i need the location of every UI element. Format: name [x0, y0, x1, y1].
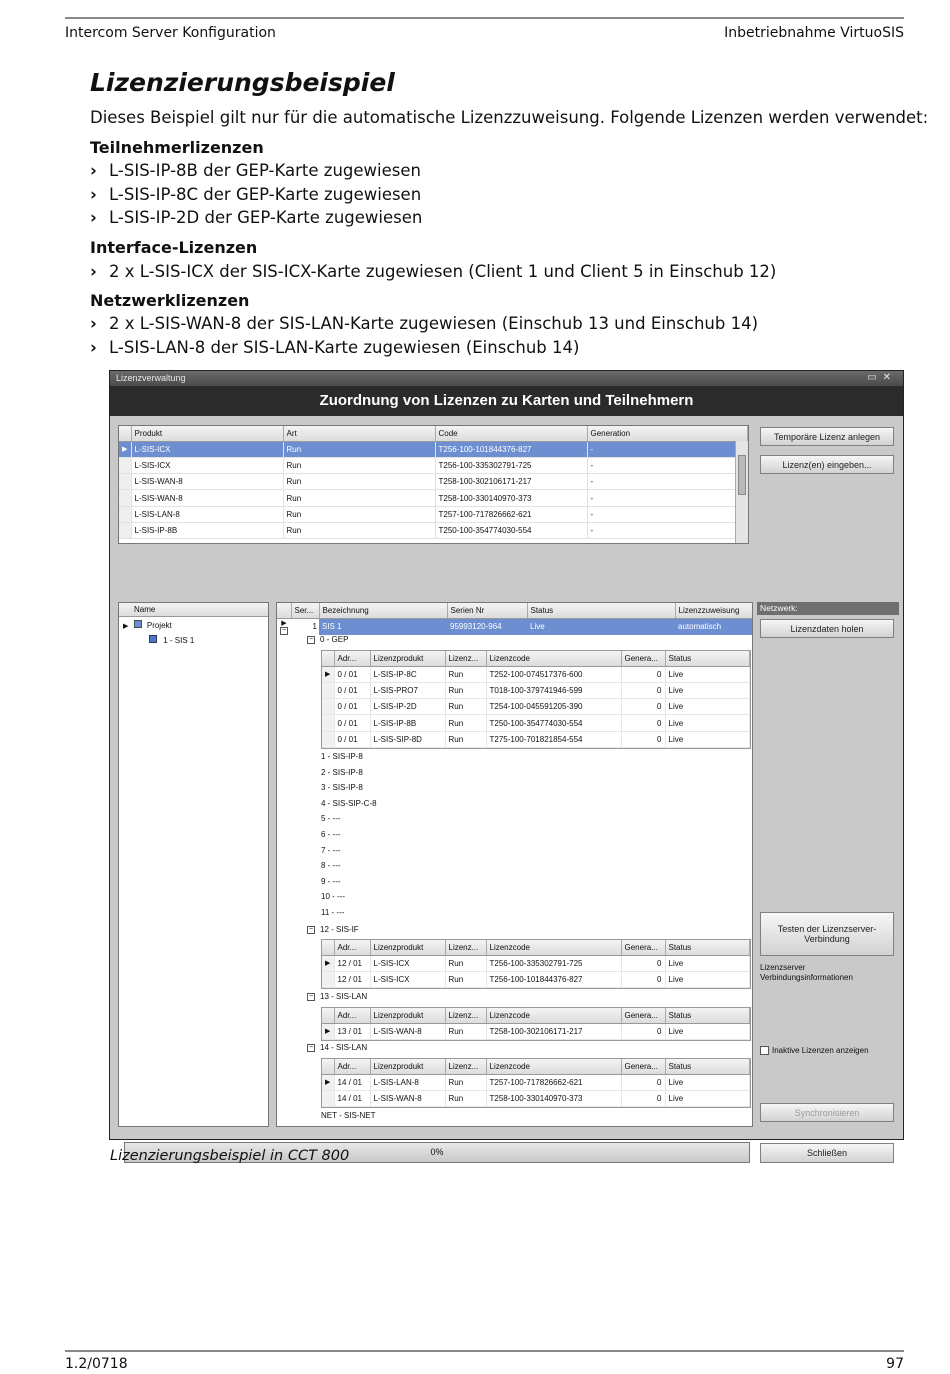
section-heading: Netzwerklizenzen	[90, 291, 250, 310]
table-row[interactable]: ▶ 13 / 01 L-SIS-WAN-8 Run T258-100-302106171-217 0 Live	[322, 1023, 750, 1039]
license-row[interactable]: L-SIS-ICX Run T256-100-335302791-725 -	[119, 457, 748, 473]
hardware-grid[interactable]: Ser... Bezeichnung Serien Nr Status Lizenzzuweisung ▶ − 1 SIS 1 95993120-964 Live automatisch − 0 - GEP Adr... Lizenzprodukt Lizenz... Lizenzcode Genera... Status ▶ 0 / 01 L-SIS-IP-8C Run T252-100-074517376-600 0 Live 0 / 01 L-SIS-PRO7 Run T018-100-379741946-599 0 Live 0 / 01 L-SIS-IP-2D Run T254-100-045591205-390 0 Live 0 / 01 L-SIS-IP-8B Run T250-100-354774030-554 0 Live 0 / 01 L-SIS-SIP-8D Run T275-100-701821854-554 0 Live 1 - SIS-IP-8 2 - SIS-IP-8 3 - SIS-IP-8 4 - SIS-SIP-C-8 5 - --- 6 - --- 7 - --- 8 - --- 9 - --- 10 - --- 11 - --- − 12 - SIS-IF Adr... Lizenzprodukt Lizenz... Lizenzcode Genera... Status ▶ 12 / 01 L-SIS-ICX Run T256-100-335302791-725 0 Live 12 / 01 L-SIS-ICX Run T256-100-101844376-827 0 Live − 13 - SIS-LAN Adr... Lizenzprodukt Lizenz... Lizenzcode Genera... Status ▶ 13 / 01 L-SIS-WAN-8 Run T258-100-302106171-217 0 Live − 14 - SIS-LAN Adr... Lizenzprodukt Lizenz... Lizenzcode Genera... Status ▶ 14 / 01 L-SIS-LAN-8 Run T257-100-717826662-621 0 Live 14 / 01 L-SIS-WAN-8 Run T258-100-330140970-373 0 Live NET - SIS-NET	[276, 602, 753, 1127]
tree-root[interactable]: ▶ Projekt	[123, 621, 172, 630]
slot-row[interactable]: 11 - ---	[321, 908, 345, 917]
inactive-licenses-option[interactable]: Inaktive Lizenzen anzeigen	[760, 1046, 869, 1055]
slot-row[interactable]: 2 - SIS-IP-8	[321, 767, 363, 777]
fetch-license-data-button[interactable]: Lizenzdaten holen	[760, 619, 894, 638]
table-row[interactable]: ▶ 12 / 01 L-SIS-ICX Run T256-100-335302791-725 0 Live	[322, 955, 750, 971]
license-row[interactable]: ▶ L-SIS-ICX Run T256-100-101844376-827 -	[119, 441, 748, 457]
slot-row[interactable]: 3 - SIS-IP-8	[321, 783, 363, 793]
license-row[interactable]: L-SIS-IP-8B Run T250-100-354774030-554 -	[119, 522, 748, 538]
network-header: Netzwerk:	[757, 602, 899, 615]
slot-row[interactable]: 5 - ---	[321, 814, 341, 824]
intro-text: Dieses Beispiel gilt nur für die automatische Lizenzzuweisung. Folgende Lizenzen werden verwendet:	[90, 108, 929, 127]
license-row[interactable]: L-SIS-LAN-8 Run T257-100-717826662-621 -	[119, 506, 748, 522]
list-item: › 2 x L-SIS-ICX der SIS-ICX-Karte zugewiesen (Client 1 und Client 5 in Einschub 12)	[90, 262, 777, 281]
slot-row[interactable]: 4 - SIS-SIP-C-8	[321, 798, 377, 808]
progress-bar: 0%	[124, 1142, 750, 1163]
group-sis-lan-14[interactable]: − 14 - SIS-LAN	[308, 1043, 368, 1052]
list-item: › L-SIS-IP-2D der GEP-Karte zugewiesen	[90, 208, 423, 227]
chevron-right-icon: ›	[90, 338, 97, 357]
chevron-right-icon: ›	[90, 262, 97, 281]
chevron-right-icon: ›	[90, 208, 97, 227]
list-item: › L-SIS-IP-8C der GEP-Karte zugewiesen	[90, 185, 422, 204]
project-tree[interactable]	[118, 602, 269, 1127]
lan13-license-table[interactable]: Adr... Lizenzprodukt Lizenz... Lizenzcode Genera... Status ▶ 13 / 01 L-SIS-WAN-8 Run T258-100-302106171-217 0 Live	[321, 1007, 751, 1041]
table-row[interactable]: 0 / 01 L-SIS-IP-8B Run T250-100-354774030-554 0 Live	[322, 715, 750, 731]
project-icon	[134, 620, 142, 628]
window-titlebar	[110, 371, 903, 386]
page-title: Lizenzierungsbeispiel	[90, 68, 395, 97]
list-item: › L-SIS-IP-8B der GEP-Karte zugewiesen	[90, 161, 421, 180]
section-heading: Interface-Lizenzen	[90, 238, 258, 257]
connection-info-label: Verbindungsinformationen	[760, 973, 853, 982]
window-banner: Zuordnung von Lizenzen zu Karten und Teilnehmern	[110, 386, 903, 416]
slot-row[interactable]: 1 - SIS-IP-8	[321, 752, 363, 761]
window-controls[interactable]: ▭✕	[867, 372, 897, 383]
sis-if-license-table[interactable]: Adr... Lizenzprodukt Lizenz... Lizenzcode Genera... Status ▶ 12 / 01 L-SIS-ICX Run T256-100-335302791-725 0 Live 12 / 01 L-SIS-ICX Run T256-100-101844376-827 0 Live	[321, 939, 751, 989]
slot-row[interactable]: 9 - ---	[321, 876, 341, 886]
group-gep[interactable]: − 0 - GEP	[308, 635, 349, 644]
group-sis-lan-13[interactable]: − 13 - SIS-LAN	[308, 992, 368, 1001]
table-row[interactable]: 14 / 01 L-SIS-WAN-8 Run T258-100-330140970-373 0 Live	[322, 1090, 750, 1106]
chevron-right-icon: ›	[90, 314, 97, 333]
table-row[interactable]: 0 / 01 L-SIS-SIP-8D Run T275-100-701821854-554 0 Live	[322, 731, 750, 747]
section-heading: Teilnehmerlizenzen	[90, 138, 264, 157]
table-row[interactable]: 12 / 01 L-SIS-ICX Run T256-100-101844376-827 0 Live	[322, 971, 750, 987]
footer-version: 1.2/0718	[65, 1356, 128, 1372]
inactive-licenses-checkbox[interactable]	[760, 1046, 769, 1055]
tree-child[interactable]: 1 - SIS 1	[149, 635, 194, 645]
slot-row[interactable]: 7 - ---	[321, 845, 341, 855]
list-item: › L-SIS-LAN-8 der SIS-LAN-Karte zugewiesen (Einschub 14)	[90, 338, 580, 357]
chevron-right-icon: ›	[90, 161, 97, 180]
window-title: Lizenzverwaltung	[116, 373, 186, 383]
table-row[interactable]: 0 / 01 L-SIS-IP-2D Run T254-100-045591205-390 0 Live	[322, 699, 750, 715]
group-sis-if[interactable]: − 12 - SIS-IF	[308, 925, 359, 934]
list-item: › 2 x L-SIS-WAN-8 der SIS-LAN-Karte zugewiesen (Einschub 13 und Einschub 14)	[90, 314, 759, 333]
slot-row[interactable]: 8 - ---	[321, 861, 341, 871]
chevron-right-icon: ›	[90, 185, 97, 204]
header-left: Intercom Server Konfiguration	[65, 25, 276, 41]
license-grid[interactable]: Produkt Art Code Generation ▶ L-SIS-ICX Run T256-100-101844376-827 - L-SIS-ICX Run T256-100-335302791-725 - L-SIS-WAN-8 Run T258-100-302106171-217 - L-SIS-WAN-8 Run T258-100-330140970-373 - L-SIS-LAN-8 Run T257-100-717826662-621 - L-SIS-IP-8B Run T250-100-354774030-554 -	[118, 425, 749, 544]
license-row[interactable]: L-SIS-WAN-8 Run T258-100-302106171-217 -	[119, 474, 748, 490]
lan14-license-table[interactable]: Adr... Lizenzprodukt Lizenz... Lizenzcode Genera... Status ▶ 14 / 01 L-SIS-LAN-8 Run T257-100-717826662-621 0 Live 14 / 01 L-SIS-WAN-8 Run T258-100-330140970-373 0 Live	[321, 1058, 751, 1108]
slot-row[interactable]: 6 - ---	[321, 830, 341, 839]
server-icon	[149, 635, 157, 643]
table-row[interactable]: ▶ 0 / 01 L-SIS-IP-8C Run T252-100-074517376-600 0 Live	[322, 666, 750, 682]
license-row[interactable]: L-SIS-WAN-8 Run T258-100-330140970-373 -	[119, 490, 748, 506]
close-button[interactable]: Schließen	[760, 1143, 894, 1163]
footer-rule	[65, 1350, 904, 1352]
header-rule	[65, 17, 904, 19]
header-right: Inbetriebnahme VirtuoSIS	[724, 25, 904, 41]
table-row[interactable]: ▶ 14 / 01 L-SIS-LAN-8 Run T257-100-717826662-621 0 Live	[322, 1074, 750, 1090]
license-server-label: Lizenzserver	[760, 963, 806, 972]
net-row[interactable]: NET - SIS-NET	[321, 1111, 376, 1120]
temp-license-button[interactable]: Temporäre Lizenz anlegen	[760, 427, 894, 446]
test-connection-button[interactable]: Testen der Lizenzserver-Verbindung	[760, 912, 894, 956]
enter-license-button[interactable]: Lizenz(en) eingeben...	[760, 455, 894, 474]
server-row[interactable]: ▶ − 1 SIS 1 95993120-964 Live automatisch	[277, 618, 752, 635]
gep-license-table[interactable]: Adr... Lizenzprodukt Lizenz... Lizenzcode Genera... Status ▶ 0 / 01 L-SIS-IP-8C Run T252-100-074517376-600 0 Live 0 / 01 L-SIS-PRO7 Run T018-100-379741946-599 0 Live 0 / 01 L-SIS-IP-2D Run T254-100-045591205-390 0 Live 0 / 01 L-SIS-IP-8B Run T250-100-354774030-554 0 Live 0 / 01 L-SIS-SIP-8D Run T275-100-701821854-554 0 Live	[321, 650, 751, 749]
license-scrollbar[interactable]	[735, 441, 748, 544]
table-row[interactable]: 0 / 01 L-SIS-PRO7 Run T018-100-379741946-599 0 Live	[322, 682, 750, 698]
slot-row[interactable]: 10 - ---	[321, 892, 345, 902]
synchronize-button[interactable]: Synchronisieren	[760, 1103, 894, 1122]
figure-caption: Lizenzierungsbeispiel in CCT 800	[110, 1148, 350, 1164]
tree-header: Name	[119, 603, 268, 617]
page-number: 97	[886, 1356, 904, 1372]
